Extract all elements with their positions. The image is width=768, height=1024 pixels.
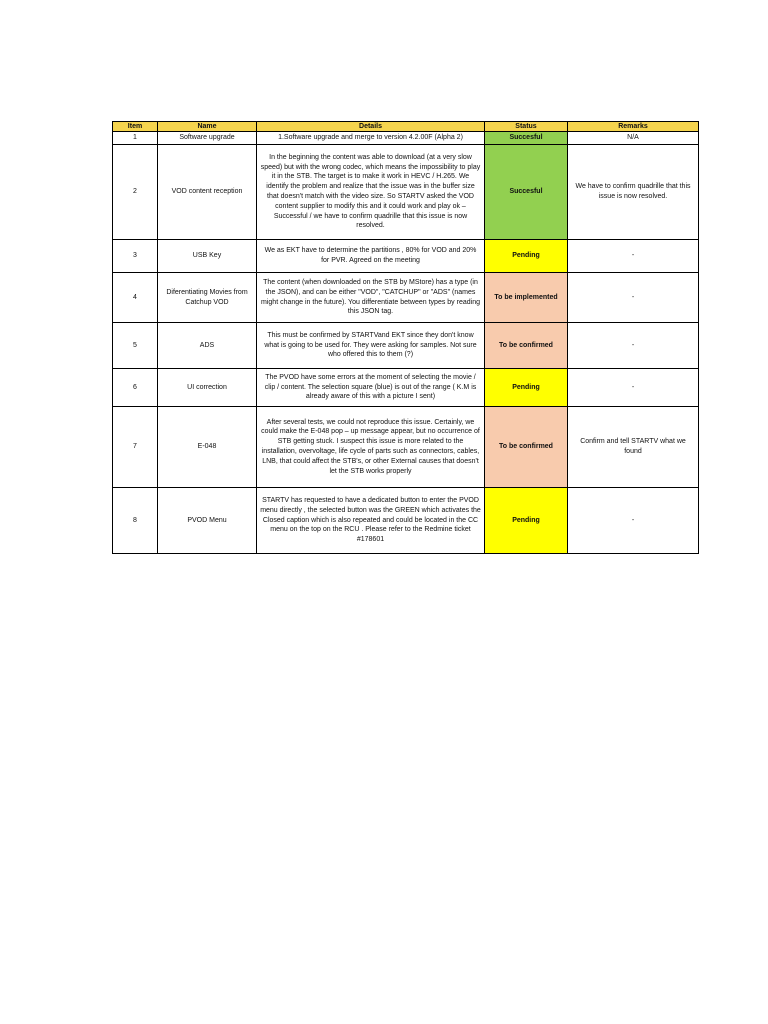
item-number: 1 (113, 132, 158, 145)
status-badge: Succesful (485, 145, 568, 240)
item-name: ADS (158, 323, 257, 369)
status-badge: Pending (485, 369, 568, 407)
item-name: USB Key (158, 240, 257, 273)
item-number: 6 (113, 369, 158, 407)
table-row (113, 132, 699, 145)
table-row (113, 323, 699, 369)
item-details: The PVOD have some errors at the moment of selecting the movie / clip / content. The selection square (blue) is out of the range ( K.M is already aware of this with a picture I sent) (257, 369, 485, 407)
item-remarks: N/A (568, 132, 699, 145)
item-remarks: - (568, 369, 699, 407)
item-name: E-048 (158, 407, 257, 488)
item-remarks: Confirm and tell STARTV what we found (568, 407, 699, 488)
header-remarks: Remarks (568, 122, 699, 132)
item-number: 8 (113, 488, 158, 554)
item-remarks: - (568, 240, 699, 273)
status-badge: To be confirmed (485, 323, 568, 369)
header-details: Details (257, 122, 485, 132)
item-number: 2 (113, 145, 158, 240)
item-details: This must be confirmed by STARTVand EKT since they don't know what is going to be used for. They were asking for samples. Not sure who offered this to them (?) (257, 323, 485, 369)
item-remarks: - (568, 273, 699, 323)
status-badge: Succesful (485, 132, 568, 145)
item-number: 3 (113, 240, 158, 273)
item-remarks: - (568, 488, 699, 554)
item-remarks: - (568, 323, 699, 369)
item-name: Software upgrade (158, 132, 257, 145)
status-badge: To be implemented (485, 273, 568, 323)
item-number: 4 (113, 273, 158, 323)
header-name: Name (158, 122, 257, 132)
table-row (113, 240, 699, 273)
item-name: Diferentiating Movies from Catchup VOD (158, 273, 257, 323)
table-row (113, 273, 699, 323)
header-status: Status (485, 122, 568, 132)
status-badge: Pending (485, 240, 568, 273)
item-name: UI correction (158, 369, 257, 407)
item-details: 1.Software upgrade and merge to version 4.2.00F (Alpha 2) (257, 132, 485, 145)
status-badge: To be confirmed (485, 407, 568, 488)
item-name: VOD content reception (158, 145, 257, 240)
item-details: After several tests, we could not reproduce this issue. Certainly, we could make the E-048 pop – up message appear, but no occurrence of STB getting stuck. I suspect this issue is more related to the installation, overvoltage, life cycle of parts such as connectors, cables, LNB, that could affect the STB's, or other External causes that doesn't let the STB works properly (257, 407, 485, 488)
item-remarks: We have to confirm quadrille that this issue is now resolved. (568, 145, 699, 240)
item-details: In the beginning the content was able to download (at a very slow speed) but with the wrong codec, which means the impossibility to play it in the STB. The target is to make it work in HEVC / H.265. We identify the problem and realize that the issue was in the buffer size that doesn't match with the video size. So STARTV asked the VOD content supplier to modify this and it could work and play ok – Successful / we have to confirm quadrille that this issue is now resolved. (257, 145, 485, 240)
item-name: PVOD Menu (158, 488, 257, 554)
item-details: STARTV has requested to have a dedicated button to enter the PVOD menu directly , the selected button was the GREEN which activates the Closed caption which is also repeated and could be located in the CC menu on the top on the RCU . Please refer to the Redmine ticket #178601 (257, 488, 485, 554)
table-row (113, 369, 699, 407)
table-row (113, 407, 699, 488)
table-row (113, 145, 699, 240)
item-number: 7 (113, 407, 158, 488)
item-details: We as EKT have to determine the partitions , 80% for VOD and 20% for PVR. Agreed on the meeting (257, 240, 485, 273)
item-number: 5 (113, 323, 158, 369)
header-item: Item (113, 122, 158, 132)
status-badge: Pending (485, 488, 568, 554)
table-row (113, 488, 699, 554)
item-details: The content (when downloaded on the STB by MStore) has a type (in the JSON), and can be either "VOD", "CATCHUP" or "ADS" (names might change in the future). You differentiate between types by reading this JSON tag. (257, 273, 485, 323)
header-row (113, 122, 699, 132)
status-table (112, 121, 699, 554)
